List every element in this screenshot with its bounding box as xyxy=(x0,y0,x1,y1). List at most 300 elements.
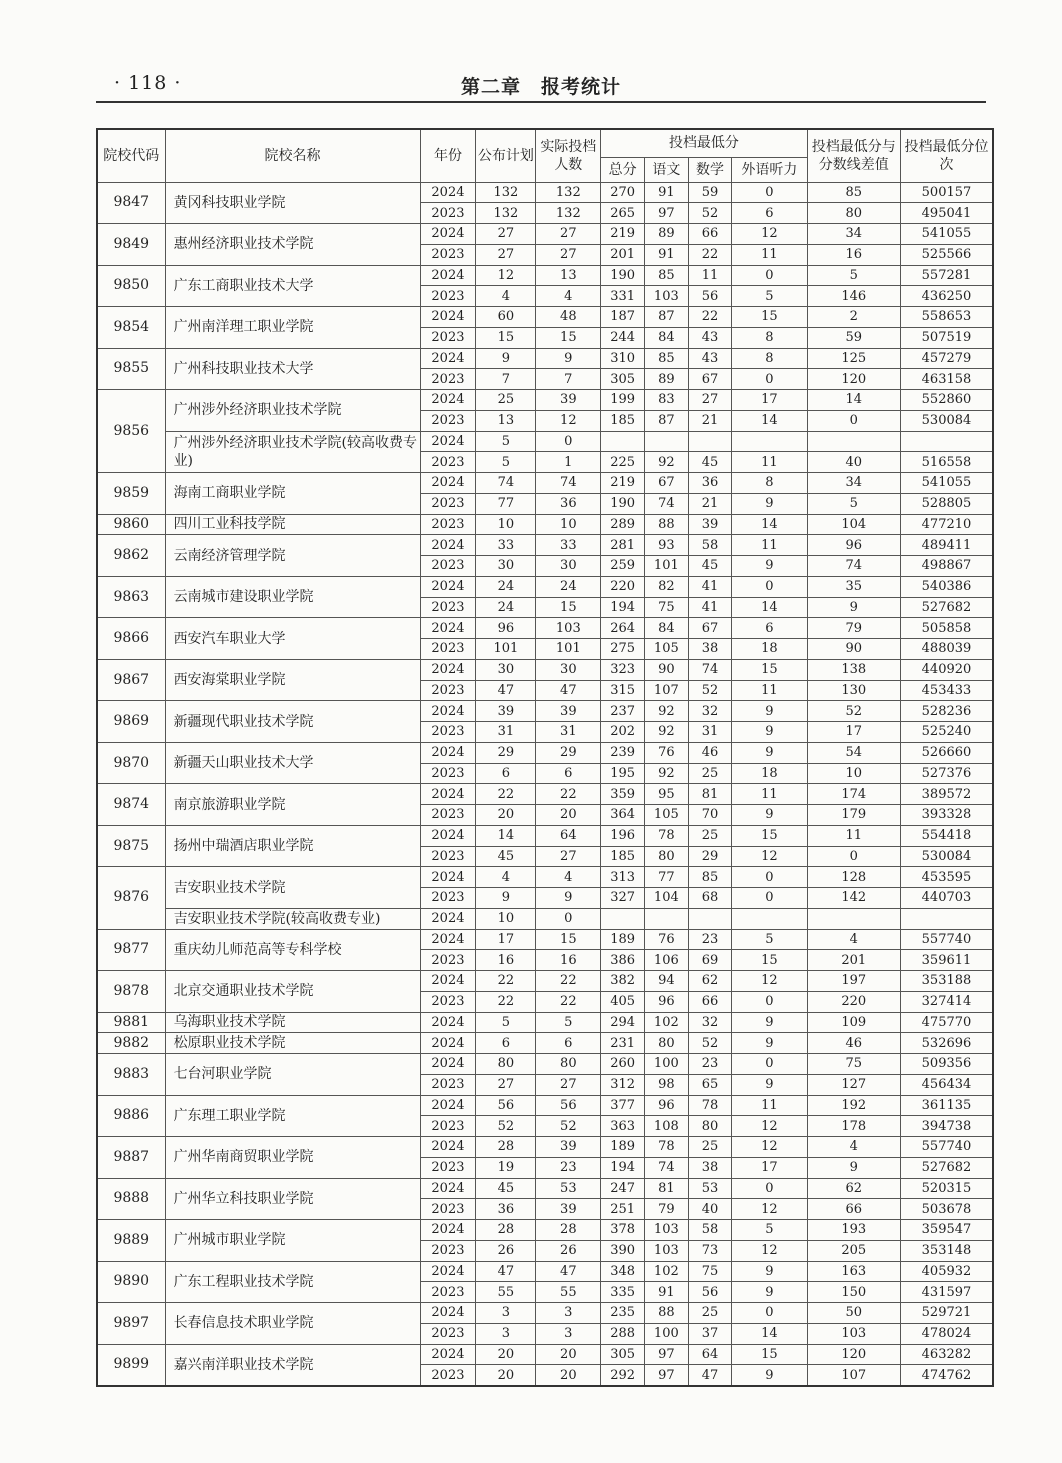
total-cell: 194 xyxy=(601,1157,645,1178)
chinese-cell: 85 xyxy=(645,265,689,286)
actual-cell: 3 xyxy=(536,1323,601,1344)
year-cell: 2023 xyxy=(420,556,476,577)
year-cell: 2023 xyxy=(420,514,476,535)
math-cell: 41 xyxy=(688,597,732,618)
total-cell: 335 xyxy=(601,1282,645,1303)
plan-cell: 45 xyxy=(476,1178,536,1199)
plan-cell: 7 xyxy=(476,369,536,390)
math-cell: 68 xyxy=(688,888,732,909)
rank-cell: 359611 xyxy=(900,950,993,971)
rank-cell: 361135 xyxy=(900,1095,993,1116)
actual-cell: 74 xyxy=(536,473,601,494)
year-cell: 2024 xyxy=(420,784,476,805)
listening-cell: 12 xyxy=(732,1199,807,1220)
actual-cell: 6 xyxy=(536,1033,601,1054)
total-cell: 189 xyxy=(601,1137,645,1158)
year-cell: 2024 xyxy=(420,224,476,245)
header-actual: 实际投档人数 xyxy=(536,129,601,182)
year-cell: 2024 xyxy=(420,908,476,929)
school-name-cell: 广州华南商贸职业学院 xyxy=(165,1137,420,1179)
diff-cell: 96 xyxy=(807,535,900,556)
year-cell: 2024 xyxy=(420,929,476,950)
school-code-cell: 9859 xyxy=(97,473,165,515)
chinese-cell: 103 xyxy=(645,1240,689,1261)
total-cell: 239 xyxy=(601,742,645,763)
total-cell: 194 xyxy=(601,597,645,618)
total-cell: 382 xyxy=(601,971,645,992)
listening-cell: 11 xyxy=(732,452,807,473)
school-code-cell: 9875 xyxy=(97,825,165,867)
total-cell: 363 xyxy=(601,1116,645,1137)
plan-cell: 25 xyxy=(476,390,536,411)
listening-cell: 0 xyxy=(732,1054,807,1075)
plan-cell: 10 xyxy=(476,908,536,929)
total-cell: 259 xyxy=(601,556,645,577)
table-row xyxy=(97,1137,993,1158)
rank-cell: 405932 xyxy=(900,1261,993,1282)
listening-cell: 6 xyxy=(732,203,807,224)
year-cell: 2024 xyxy=(420,1095,476,1116)
math-cell: 23 xyxy=(688,929,732,950)
math-cell: 52 xyxy=(688,203,732,224)
diff-cell: 9 xyxy=(807,597,900,618)
diff-cell: 52 xyxy=(807,701,900,722)
math-cell xyxy=(688,908,732,929)
listening-cell: 15 xyxy=(732,825,807,846)
plan-cell: 28 xyxy=(476,1220,536,1241)
school-name-cell: 乌海职业技术学院 xyxy=(165,1012,420,1033)
plan-cell: 27 xyxy=(476,1074,536,1095)
table-row xyxy=(97,784,993,805)
school-name-cell: 长春信息技术职业学院 xyxy=(165,1303,420,1345)
plan-cell: 6 xyxy=(476,763,536,784)
total-cell: 265 xyxy=(601,203,645,224)
total-cell: 364 xyxy=(601,805,645,826)
table-row xyxy=(97,1261,993,1282)
listening-cell: 14 xyxy=(732,1323,807,1344)
table-row xyxy=(97,1220,993,1241)
school-code-cell: 9881 xyxy=(97,1012,165,1033)
total-cell: 378 xyxy=(601,1220,645,1241)
chinese-cell: 92 xyxy=(645,452,689,473)
actual-cell: 27 xyxy=(536,224,601,245)
table-row xyxy=(97,390,993,411)
rank-cell: 532696 xyxy=(900,1033,993,1054)
school-code-cell: 9867 xyxy=(97,659,165,701)
diff-cell: 4 xyxy=(807,929,900,950)
actual-cell: 20 xyxy=(536,1365,601,1386)
total-cell: 275 xyxy=(601,639,645,660)
year-cell: 2023 xyxy=(420,888,476,909)
listening-cell: 8 xyxy=(732,348,807,369)
year-cell: 2024 xyxy=(420,535,476,556)
year-cell: 2023 xyxy=(420,1365,476,1386)
school-code-cell: 9899 xyxy=(97,1344,165,1386)
rank-cell: 440920 xyxy=(900,659,993,680)
math-cell: 11 xyxy=(688,265,732,286)
year-cell: 2023 xyxy=(420,327,476,348)
diff-cell: 90 xyxy=(807,639,900,660)
school-code-cell: 9862 xyxy=(97,535,165,577)
chinese-cell: 103 xyxy=(645,1220,689,1241)
year-cell: 2023 xyxy=(420,203,476,224)
math-cell: 25 xyxy=(688,825,732,846)
rank-cell xyxy=(900,908,993,929)
listening-cell: 11 xyxy=(732,535,807,556)
school-name-cell: 云南经济管理学院 xyxy=(165,535,420,577)
plan-cell: 47 xyxy=(476,680,536,701)
year-cell: 2023 xyxy=(420,1240,476,1261)
total-cell: 348 xyxy=(601,1261,645,1282)
math-cell: 38 xyxy=(688,1157,732,1178)
year-cell: 2024 xyxy=(420,701,476,722)
year-cell: 2023 xyxy=(420,950,476,971)
math-cell: 29 xyxy=(688,846,732,867)
plan-cell: 56 xyxy=(476,1095,536,1116)
listening-cell: 6 xyxy=(732,618,807,639)
listening-cell: 17 xyxy=(732,390,807,411)
listening-cell: 11 xyxy=(732,1095,807,1116)
actual-cell: 13 xyxy=(536,265,601,286)
year-cell: 2024 xyxy=(420,742,476,763)
actual-cell: 0 xyxy=(536,431,601,452)
total-cell: 377 xyxy=(601,1095,645,1116)
total-cell: 305 xyxy=(601,1344,645,1365)
plan-cell: 14 xyxy=(476,825,536,846)
school-code-cell: 9887 xyxy=(97,1137,165,1179)
table-row xyxy=(97,182,993,203)
table-header xyxy=(97,129,993,182)
rank-cell: 495041 xyxy=(900,203,993,224)
chinese-cell: 88 xyxy=(645,514,689,535)
rank-cell: 456434 xyxy=(900,1074,993,1095)
school-code-cell: 9888 xyxy=(97,1178,165,1220)
header-name: 院校名称 xyxy=(165,129,420,182)
math-cell: 53 xyxy=(688,1178,732,1199)
admission-table-wrapper xyxy=(96,128,994,1387)
plan-cell: 26 xyxy=(476,1240,536,1261)
rank-cell: 498867 xyxy=(900,556,993,577)
math-cell: 25 xyxy=(688,1303,732,1324)
actual-cell: 20 xyxy=(536,805,601,826)
chinese-cell: 89 xyxy=(645,224,689,245)
actual-cell: 39 xyxy=(536,701,601,722)
diff-cell: 120 xyxy=(807,1344,900,1365)
table-row xyxy=(97,348,993,369)
chinese-cell: 81 xyxy=(645,1178,689,1199)
rank-cell: 541055 xyxy=(900,224,993,245)
table-row xyxy=(97,1054,993,1075)
listening-cell: 14 xyxy=(732,514,807,535)
year-cell: 2023 xyxy=(420,452,476,473)
diff-cell: 62 xyxy=(807,1178,900,1199)
table-row xyxy=(97,535,993,556)
math-cell: 80 xyxy=(688,1116,732,1137)
listening-cell: 8 xyxy=(732,473,807,494)
chinese-cell: 90 xyxy=(645,659,689,680)
plan-cell: 74 xyxy=(476,473,536,494)
chinese-cell: 97 xyxy=(645,1344,689,1365)
diff-cell: 2 xyxy=(807,307,900,328)
math-cell: 58 xyxy=(688,1220,732,1241)
table-row xyxy=(97,224,993,245)
math-cell: 62 xyxy=(688,971,732,992)
listening-cell: 9 xyxy=(732,1074,807,1095)
school-name-cell: 海南工商职业学院 xyxy=(165,473,420,515)
listening-cell: 0 xyxy=(732,888,807,909)
math-cell: 32 xyxy=(688,1012,732,1033)
actual-cell: 47 xyxy=(536,1261,601,1282)
plan-cell: 20 xyxy=(476,1365,536,1386)
plan-cell: 96 xyxy=(476,618,536,639)
listening-cell: 9 xyxy=(732,1261,807,1282)
actual-cell: 27 xyxy=(536,846,601,867)
listening-cell: 0 xyxy=(732,1178,807,1199)
year-cell: 2023 xyxy=(420,1199,476,1220)
chinese-cell: 78 xyxy=(645,1137,689,1158)
school-name-cell: 吉安职业技术学院(较高收费专业) xyxy=(165,908,420,929)
math-cell: 22 xyxy=(688,307,732,328)
table-row xyxy=(97,514,993,535)
rank-cell: 453595 xyxy=(900,867,993,888)
diff-cell xyxy=(807,431,900,452)
listening-cell: 12 xyxy=(732,1137,807,1158)
school-code-cell: 9855 xyxy=(97,348,165,390)
diff-cell: 5 xyxy=(807,265,900,286)
math-cell: 21 xyxy=(688,493,732,514)
actual-cell: 4 xyxy=(536,286,601,307)
chinese-cell: 102 xyxy=(645,1012,689,1033)
listening-cell: 14 xyxy=(732,410,807,431)
actual-cell: 26 xyxy=(536,1240,601,1261)
math-cell: 37 xyxy=(688,1323,732,1344)
total-cell: 390 xyxy=(601,1240,645,1261)
school-code-cell: 9856 xyxy=(97,390,165,473)
actual-cell: 15 xyxy=(536,327,601,348)
chinese-cell: 108 xyxy=(645,1116,689,1137)
math-cell: 52 xyxy=(688,680,732,701)
total-cell xyxy=(601,431,645,452)
rank-cell: 475770 xyxy=(900,1012,993,1033)
actual-cell: 53 xyxy=(536,1178,601,1199)
plan-cell: 20 xyxy=(476,1344,536,1365)
chinese-cell: 97 xyxy=(645,203,689,224)
diff-cell: 75 xyxy=(807,1054,900,1075)
total-cell: 260 xyxy=(601,1054,645,1075)
diff-cell: 109 xyxy=(807,1012,900,1033)
plan-cell: 10 xyxy=(476,514,536,535)
listening-cell: 9 xyxy=(732,1012,807,1033)
table-row xyxy=(97,307,993,328)
plan-cell: 80 xyxy=(476,1054,536,1075)
listening-cell: 9 xyxy=(732,722,807,743)
actual-cell: 20 xyxy=(536,1344,601,1365)
plan-cell: 132 xyxy=(476,203,536,224)
rank-cell: 540386 xyxy=(900,576,993,597)
rank-cell: 509356 xyxy=(900,1054,993,1075)
total-cell: 219 xyxy=(601,473,645,494)
page-number: · 118 · xyxy=(114,72,182,94)
rank-cell: 436250 xyxy=(900,286,993,307)
total-cell: 201 xyxy=(601,244,645,265)
chinese-cell: 67 xyxy=(645,473,689,494)
chinese-cell: 105 xyxy=(645,805,689,826)
listening-cell: 15 xyxy=(732,659,807,680)
year-cell: 2024 xyxy=(420,1033,476,1054)
school-code-cell: 9869 xyxy=(97,701,165,743)
actual-cell: 132 xyxy=(536,182,601,203)
total-cell: 323 xyxy=(601,659,645,680)
plan-cell: 22 xyxy=(476,784,536,805)
year-cell: 2024 xyxy=(420,265,476,286)
math-cell: 21 xyxy=(688,410,732,431)
rank-cell: 557281 xyxy=(900,265,993,286)
chinese-cell: 97 xyxy=(645,1365,689,1386)
math-cell: 75 xyxy=(688,1261,732,1282)
total-cell: 247 xyxy=(601,1178,645,1199)
total-cell: 294 xyxy=(601,1012,645,1033)
math-cell: 27 xyxy=(688,390,732,411)
rank-cell: 453433 xyxy=(900,680,993,701)
chinese-cell: 84 xyxy=(645,618,689,639)
math-cell: 81 xyxy=(688,784,732,805)
total-cell xyxy=(601,908,645,929)
chinese-cell: 76 xyxy=(645,742,689,763)
year-cell: 2023 xyxy=(420,597,476,618)
table-row xyxy=(97,825,993,846)
plan-cell: 55 xyxy=(476,1282,536,1303)
rank-cell: 359547 xyxy=(900,1220,993,1241)
diff-cell: 5 xyxy=(807,493,900,514)
actual-cell: 6 xyxy=(536,763,601,784)
diff-cell: 10 xyxy=(807,763,900,784)
chinese-cell: 77 xyxy=(645,867,689,888)
plan-cell: 24 xyxy=(476,597,536,618)
listening-cell: 11 xyxy=(732,680,807,701)
math-cell xyxy=(688,431,732,452)
rank-cell: 474762 xyxy=(900,1365,993,1386)
actual-cell: 56 xyxy=(536,1095,601,1116)
year-cell: 2024 xyxy=(420,307,476,328)
actual-cell: 9 xyxy=(536,348,601,369)
diff-cell: 125 xyxy=(807,348,900,369)
math-cell: 31 xyxy=(688,722,732,743)
school-name-cell: 吉安职业技术学院 xyxy=(165,867,420,909)
actual-cell: 30 xyxy=(536,556,601,577)
plan-cell: 16 xyxy=(476,950,536,971)
school-code-cell: 9889 xyxy=(97,1220,165,1262)
math-cell: 25 xyxy=(688,763,732,784)
total-cell: 219 xyxy=(601,224,645,245)
plan-cell: 9 xyxy=(476,888,536,909)
school-name-cell: 南京旅游职业学院 xyxy=(165,784,420,826)
school-name-cell: 广东工商职业技术大学 xyxy=(165,265,420,307)
chinese-cell: 85 xyxy=(645,348,689,369)
diff-cell: 120 xyxy=(807,369,900,390)
plan-cell: 27 xyxy=(476,244,536,265)
chinese-cell: 94 xyxy=(645,971,689,992)
year-cell: 2024 xyxy=(420,867,476,888)
school-code-cell: 9870 xyxy=(97,742,165,784)
year-cell: 2023 xyxy=(420,286,476,307)
math-cell: 36 xyxy=(688,473,732,494)
table-row xyxy=(97,1178,993,1199)
header-rule xyxy=(96,101,986,103)
diff-cell: 142 xyxy=(807,888,900,909)
total-cell: 195 xyxy=(601,763,645,784)
rank-cell: 503678 xyxy=(900,1199,993,1220)
school-name-cell: 松原职业技术学院 xyxy=(165,1033,420,1054)
chinese-cell: 89 xyxy=(645,369,689,390)
table-row xyxy=(97,908,993,929)
actual-cell: 101 xyxy=(536,639,601,660)
school-name-cell: 四川工业科技学院 xyxy=(165,514,420,535)
listening-cell: 0 xyxy=(732,369,807,390)
year-cell: 2024 xyxy=(420,971,476,992)
chinese-cell: 93 xyxy=(645,535,689,556)
total-cell: 405 xyxy=(601,991,645,1012)
math-cell: 41 xyxy=(688,576,732,597)
school-name-cell: 北京交通职业技术学院 xyxy=(165,971,420,1013)
actual-cell: 24 xyxy=(536,576,601,597)
chinese-cell: 105 xyxy=(645,639,689,660)
header-plan: 公布计划 xyxy=(476,129,536,182)
header-year: 年份 xyxy=(420,129,476,182)
school-name-cell: 扬州中瑞酒店职业学院 xyxy=(165,825,420,867)
chinese-cell: 80 xyxy=(645,846,689,867)
year-cell: 2024 xyxy=(420,1178,476,1199)
plan-cell: 12 xyxy=(476,265,536,286)
math-cell: 56 xyxy=(688,286,732,307)
table-row xyxy=(97,1033,993,1054)
table-row xyxy=(97,473,993,494)
year-cell: 2023 xyxy=(420,1323,476,1344)
diff-cell: 127 xyxy=(807,1074,900,1095)
actual-cell: 12 xyxy=(536,410,601,431)
rank-cell: 389572 xyxy=(900,784,993,805)
math-cell: 65 xyxy=(688,1074,732,1095)
diff-cell: 146 xyxy=(807,286,900,307)
listening-cell: 0 xyxy=(732,1303,807,1324)
plan-cell: 132 xyxy=(476,182,536,203)
year-cell: 2024 xyxy=(420,1344,476,1365)
school-code-cell: 9897 xyxy=(97,1303,165,1345)
actual-cell: 22 xyxy=(536,991,601,1012)
diff-cell: 103 xyxy=(807,1323,900,1344)
plan-cell: 77 xyxy=(476,493,536,514)
diff-cell: 193 xyxy=(807,1220,900,1241)
total-cell: 199 xyxy=(601,390,645,411)
total-cell: 327 xyxy=(601,888,645,909)
diff-cell: 197 xyxy=(807,971,900,992)
rank-cell: 557740 xyxy=(900,1137,993,1158)
total-cell: 190 xyxy=(601,265,645,286)
rank-cell: 528236 xyxy=(900,701,993,722)
school-name-cell: 广东工程职业技术学院 xyxy=(165,1261,420,1303)
math-cell: 66 xyxy=(688,224,732,245)
school-name-cell: 新疆现代职业技术学院 xyxy=(165,701,420,743)
chinese-cell: 87 xyxy=(645,307,689,328)
diff-cell: 178 xyxy=(807,1116,900,1137)
actual-cell: 22 xyxy=(536,784,601,805)
chinese-cell: 84 xyxy=(645,327,689,348)
listening-cell: 9 xyxy=(732,701,807,722)
rank-cell: 505858 xyxy=(900,618,993,639)
actual-cell: 55 xyxy=(536,1282,601,1303)
header-rank: 投档最低分位次 xyxy=(900,129,993,182)
math-cell: 47 xyxy=(688,1365,732,1386)
total-cell: 270 xyxy=(601,182,645,203)
